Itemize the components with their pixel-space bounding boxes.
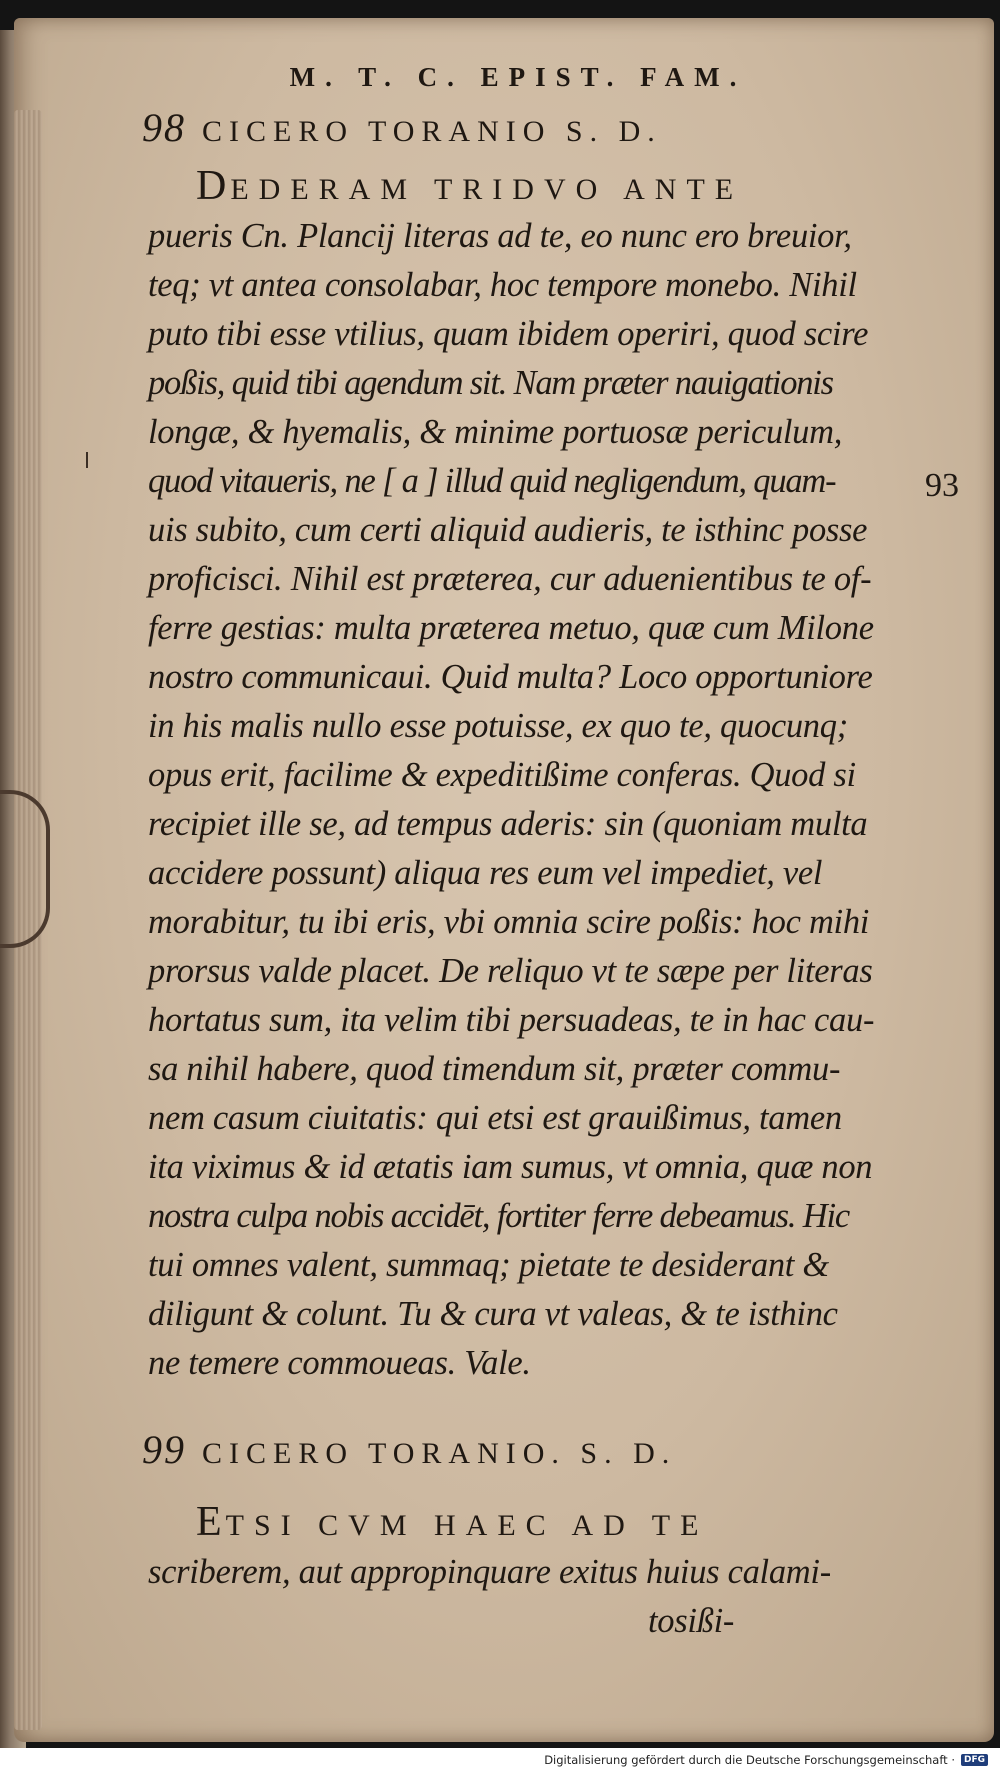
letter-98-heading [142,104,918,162]
text-line: ferre gestias: multa præterea metuo, quæ cum Milone [148,609,874,647]
ink-mark [86,452,88,468]
text-line: nostro communicaui. Quid multa? Loco opportuniore [148,658,873,696]
letter-99-number: 99 [142,1427,186,1472]
text-line: ita viximus & id ætatis iam sumus, vt omnia, quæ non [148,1148,873,1186]
letter-99-opening [196,1498,918,1548]
letter-98-initial: D [196,163,231,209]
text-line: hortatus sum, ita velim tibi persuadeas, te in hac cau- [148,1001,875,1039]
text-line: tui omnes valent, summaq; pietate te desiderant & [148,1246,829,1284]
text-line: in his malis nullo esse potuisse, ex quo te, quocunq; [148,707,848,745]
text-line: pueris Cn. Plancij literas ad te, eo nunc ero breuior, [148,217,852,255]
letter-99-opening-rest: TSI CVM HAEC AD TE [225,1509,709,1542]
text-line: prorsus valde placet. De reliquo vt te sæpe per literas [148,952,873,990]
binding-clasp [0,790,50,948]
page-text [142,62,918,1646]
digitization-footer [0,1748,1000,1771]
text-line: recipiet ille se, ad tempus aderis: sin (quoniam multa [148,805,868,843]
letter-98-opening [196,162,918,212]
letter-98-number: 98 [142,105,186,150]
text-line: accidere possunt) aliqua res eum vel impediet, vel [148,854,823,892]
letter-98-title: CICERO TORANIO S. D. [202,115,662,148]
text-line: morabitur, tu ibi eris, vbi omnia scire poßis: hoc mihi [148,903,870,941]
text-line: longæ, & hyemalis, & minime portuosæ periculum, [148,413,843,451]
dfg-logo-icon: DFG [961,1754,988,1766]
text-line: quod vitaueris, ne [ a ] illud quid negligendum, quam- [148,462,836,500]
letter-99-initial: E [196,1499,226,1545]
text-line: puto tibi esse vtilius, quam ibidem operiri, quod scire [148,315,869,353]
catchword: tosißi- [648,1602,735,1640]
letter-99-heading [142,1426,918,1484]
text-line: poßis, quid tibi agendum sit. Nam præter nauigationis [148,364,833,402]
text-line: ne temere commoueas. Vale. [148,1344,531,1382]
letter-98-body [148,212,918,1388]
text-line: scriberem, aut appropinquare exitus huius calami- [148,1553,831,1591]
section-gap [148,1484,918,1498]
text-line: diligunt & colunt. Tu & cura vt valeas, & te isthinc [148,1295,838,1333]
text-line: proficisci. Nihil est præterea, cur aduenientibus te of- [148,560,872,598]
letter-99-title: CICERO TORANIO. S. D. [202,1437,677,1470]
running-head: M. T. C. EPIST. FAM. [289,62,747,92]
text-line: opus erit, facilime & expeditißime conferas. Quod si [148,756,856,794]
text-line: uis subito, cum certi aliquid audieris, te isthinc posse [148,511,868,549]
section-gap [148,1388,918,1426]
footer-credit: Digitalisierung gefördert durch die Deutsche Forschungsgemeinschaft · [544,1752,955,1767]
text-line: sa nihil habere, quod timendum sit, præter commu- [148,1050,841,1088]
text-line: teq; vt antea consolabar, hoc tempore monebo. Nihil [148,266,857,304]
margin-number: 93 [925,467,959,504]
text-line: nostra culpa nobis accidēt, fortiter ferre debeamus. Hic [148,1197,849,1235]
letter-99-body [148,1548,918,1646]
text-line: nem casum ciuitatis: qui etsi est grauißimus, tamen [148,1099,842,1137]
letter-98-opening-rest: EDERAM TRIDVO ANTE [230,173,744,206]
